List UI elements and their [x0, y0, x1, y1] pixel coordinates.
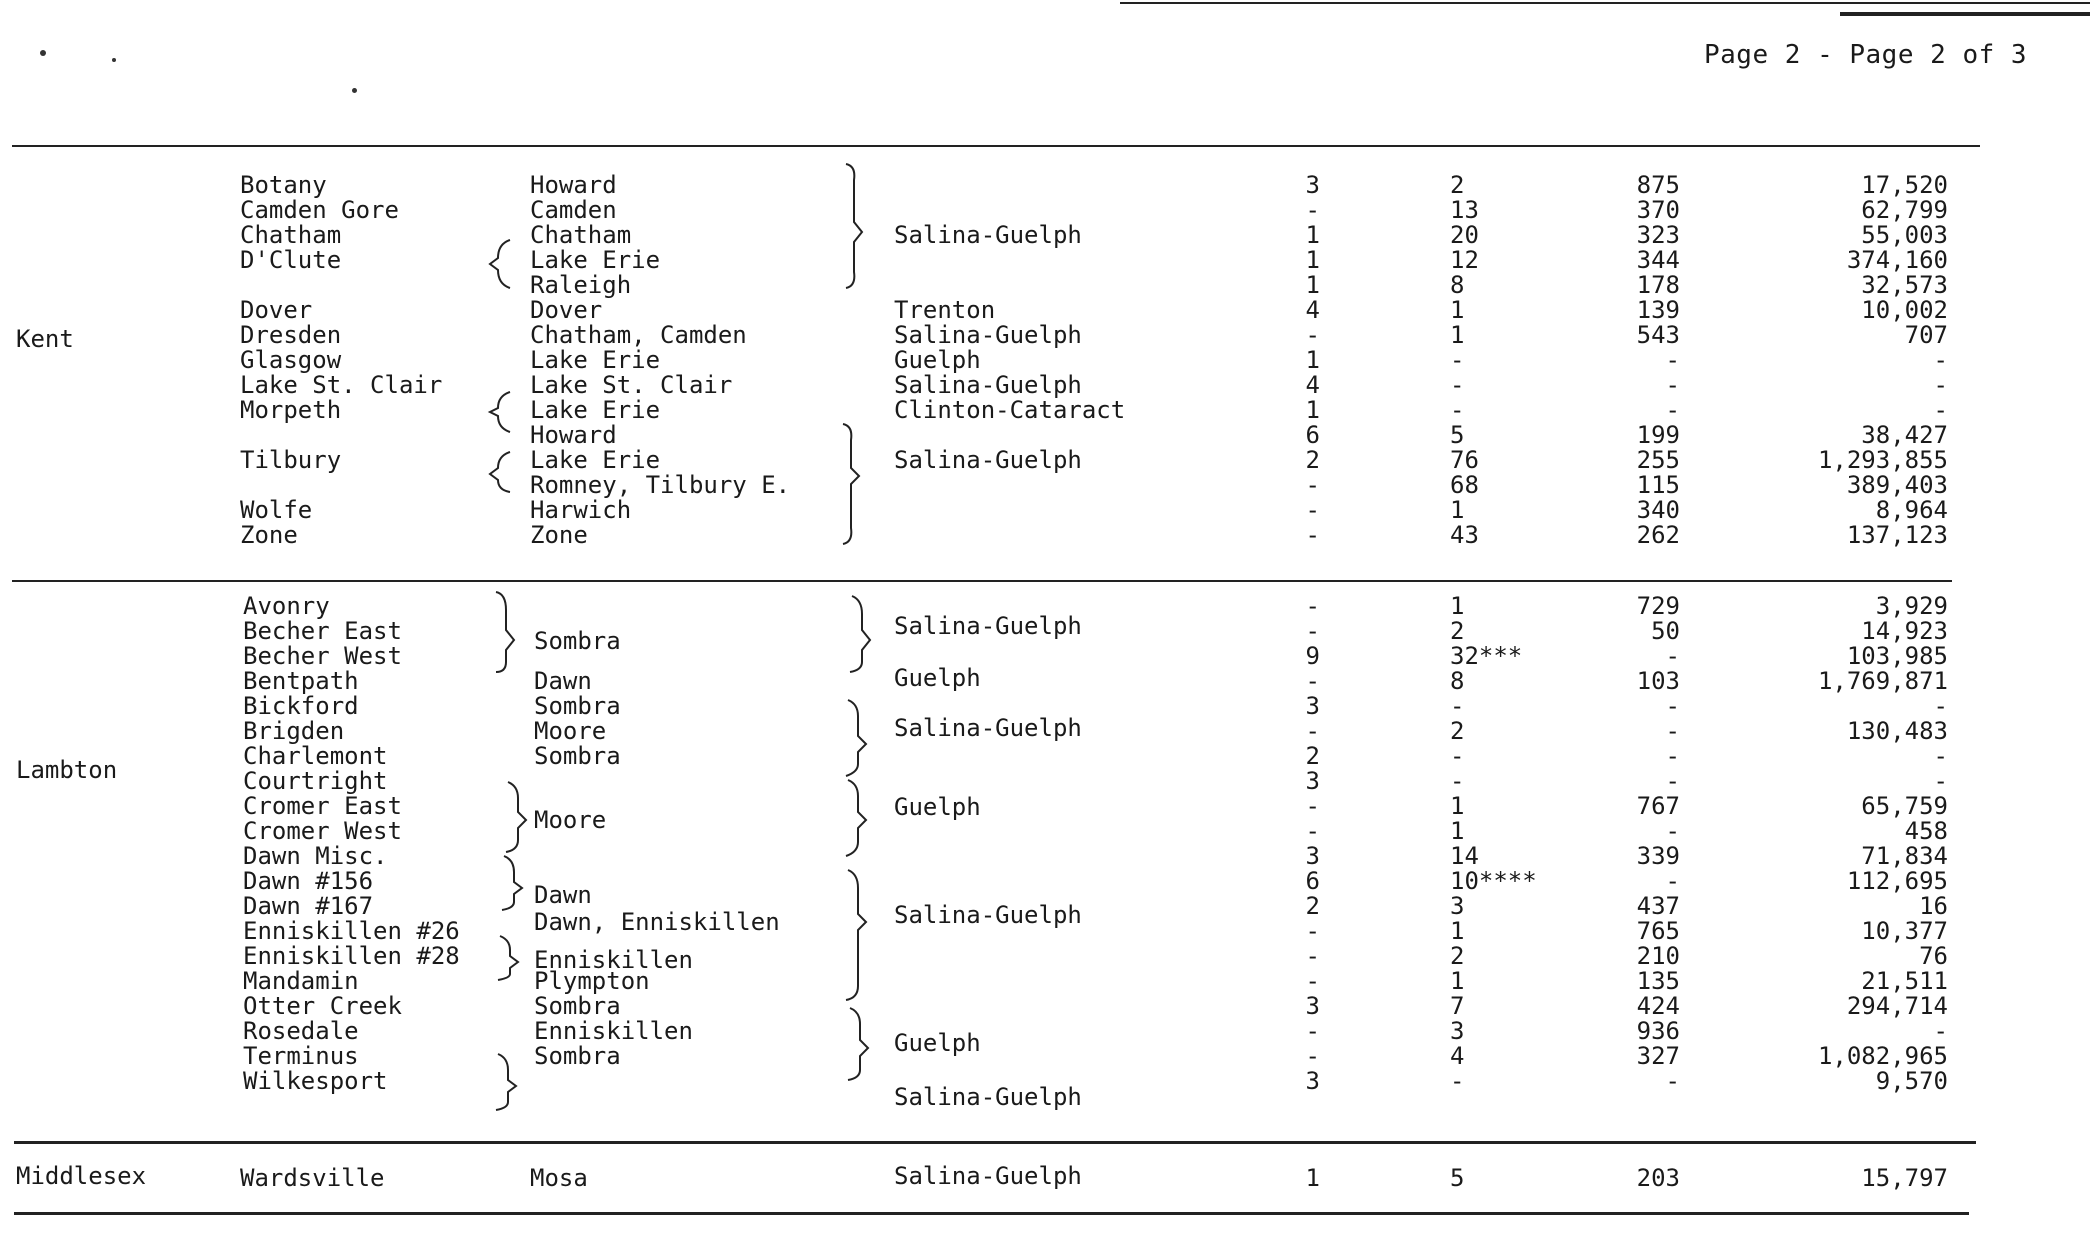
cumulative-production: -	[1933, 692, 1948, 720]
township-name: Romney, Tilbury E.	[530, 471, 791, 499]
township-name: Enniskillen	[534, 1017, 693, 1045]
pressure-value: 327	[1636, 1042, 1680, 1070]
cumulative-production: 389,403	[1846, 471, 1948, 499]
township-name: Sombra	[534, 627, 621, 655]
pressure-value: 103	[1636, 667, 1680, 695]
pools-count: 1	[1450, 496, 1465, 524]
pressure-value: -	[1665, 817, 1680, 845]
pool-name: Bentpath	[243, 667, 359, 695]
wells-count: -	[1305, 592, 1320, 620]
township-name: Dawn	[534, 881, 592, 909]
pressure-value: 210	[1636, 942, 1680, 970]
cumulative-production: 1,082,965	[1817, 1042, 1948, 1070]
wells-count: -	[1305, 1042, 1320, 1070]
pool-name: Dover	[240, 296, 313, 324]
township-name: Zone	[530, 521, 588, 549]
pool-name: Rosedale	[243, 1017, 359, 1045]
pool-name: Lake St. Clair	[240, 371, 443, 399]
wells-count: 6	[1305, 867, 1320, 895]
wells-count: 3	[1305, 767, 1320, 795]
pools-count: 2	[1450, 171, 1465, 199]
pools-count: 5	[1450, 1164, 1465, 1192]
wells-count: 2	[1305, 892, 1320, 920]
pressure-value: 255	[1636, 446, 1680, 474]
wells-count: 2	[1305, 446, 1320, 474]
pools-count: 12	[1450, 246, 1479, 274]
cumulative-production: 3,929	[1875, 592, 1948, 620]
township-name: Lake Erie	[530, 446, 661, 474]
cumulative-production: 32,573	[1861, 271, 1948, 299]
wells-count: 6	[1305, 421, 1320, 449]
pressure-value: -	[1665, 642, 1680, 670]
wells-count: 4	[1305, 296, 1320, 324]
wells-count: -	[1305, 792, 1320, 820]
pressure-value: -	[1665, 692, 1680, 720]
pool-name: Glasgow	[240, 346, 342, 374]
pool-name: Otter Creek	[243, 992, 402, 1020]
pressure-value: 543	[1636, 321, 1680, 349]
formation-name: Salina-Guelph	[894, 1162, 1082, 1190]
pools-count: 13	[1450, 196, 1479, 224]
pool-name: Mandamin	[243, 967, 359, 995]
pool-name: Botany	[240, 171, 327, 199]
pressure-value: 729	[1636, 592, 1680, 620]
cumulative-production: 55,003	[1861, 221, 1948, 249]
wells-count: -	[1305, 321, 1320, 349]
formation-name: Guelph	[894, 793, 981, 821]
pool-name: Cromer West	[243, 817, 402, 845]
pressure-value: 199	[1636, 421, 1680, 449]
wells-count: 3	[1305, 171, 1320, 199]
township-name: Raleigh	[530, 271, 632, 299]
township-name: Moore	[534, 806, 607, 834]
township-name: Plympton	[534, 967, 650, 995]
pools-count: 20	[1450, 221, 1479, 249]
formation-name: Salina-Guelph	[894, 901, 1082, 929]
cumulative-production: 15,797	[1861, 1164, 1948, 1192]
cumulative-production: 1,769,871	[1817, 667, 1948, 695]
pool-name: Bickford	[243, 692, 359, 720]
pool-name: Brigden	[243, 717, 345, 745]
wells-count: -	[1305, 942, 1320, 970]
wells-count: -	[1305, 717, 1320, 745]
pressure-value: 135	[1636, 967, 1680, 995]
pressure-value: 50	[1651, 617, 1680, 645]
pressure-value: -	[1665, 396, 1680, 424]
formation-name: Guelph	[894, 346, 981, 374]
pressure-value: 203	[1636, 1164, 1680, 1192]
pool-name: Becher West	[243, 642, 402, 670]
wells-count: -	[1305, 617, 1320, 645]
pools-count: 1	[1450, 967, 1465, 995]
pool-name: Enniskillen #28	[243, 942, 460, 970]
township-name: Sombra	[534, 692, 621, 720]
formation-name: Guelph	[894, 1029, 981, 1057]
wells-count: 1	[1305, 271, 1320, 299]
pool-name: Wilkesport	[243, 1067, 388, 1095]
wells-count: 9	[1305, 642, 1320, 670]
township-name: Howard	[530, 421, 617, 449]
wells-count: 3	[1305, 842, 1320, 870]
pool-name: Charlemont	[243, 742, 388, 770]
cumulative-production: 62,799	[1861, 196, 1948, 224]
cumulative-production: 16	[1919, 892, 1948, 920]
pressure-value: 370	[1636, 196, 1680, 224]
pool-name: Dawn Misc.	[243, 842, 388, 870]
township-name: Dover	[530, 296, 603, 324]
pressure-value: 178	[1636, 271, 1680, 299]
wells-count: 2	[1305, 742, 1320, 770]
county-label: Kent	[16, 325, 74, 353]
pressure-value: 344	[1636, 246, 1680, 274]
pool-name: Becher East	[243, 617, 402, 645]
formation-name: Clinton-Cataract	[894, 396, 1126, 424]
pool-name: Avonry	[243, 592, 330, 620]
cumulative-production: -	[1933, 346, 1948, 374]
pressure-value: 875	[1636, 171, 1680, 199]
pool-name: Dawn #156	[243, 867, 374, 895]
cumulative-production: 10,002	[1861, 296, 1948, 324]
wells-count: -	[1305, 521, 1320, 549]
pools-count: 7	[1450, 992, 1465, 1020]
pools-count: 3	[1450, 892, 1465, 920]
cumulative-production: 10,377	[1861, 917, 1948, 945]
pool-name: Morpeth	[240, 396, 342, 424]
cumulative-production: -	[1933, 1017, 1948, 1045]
pressure-value: -	[1665, 1067, 1680, 1095]
pressure-value: 262	[1636, 521, 1680, 549]
wells-count: -	[1305, 817, 1320, 845]
pressure-value: -	[1665, 346, 1680, 374]
formation-name: Salina-Guelph	[894, 221, 1082, 249]
pools-count: -	[1450, 371, 1465, 399]
cumulative-production: 130,483	[1846, 717, 1948, 745]
pool-name: Dawn #167	[243, 892, 374, 920]
cumulative-production: 38,427	[1861, 421, 1948, 449]
pools-count: 76	[1450, 446, 1479, 474]
pools-count: -	[1450, 767, 1465, 795]
township-name: Moore	[534, 717, 607, 745]
township-name: Lake Erie	[530, 396, 661, 424]
cumulative-production: 76	[1919, 942, 1948, 970]
pool-name: Courtright	[243, 767, 388, 795]
pool-name: Dresden	[240, 321, 342, 349]
county-label: Middlesex	[16, 1162, 147, 1190]
wells-count: 1	[1305, 396, 1320, 424]
wells-count: -	[1305, 1017, 1320, 1045]
pool-name: Camden Gore	[240, 196, 399, 224]
township-name: Howard	[530, 171, 617, 199]
pools-count: 68	[1450, 471, 1479, 499]
township-name: Lake Erie	[530, 246, 661, 274]
pressure-value: 437	[1636, 892, 1680, 920]
township-name: Sombra	[534, 992, 621, 1020]
pools-count: 3	[1450, 1017, 1465, 1045]
page-number-label: Page 2 - Page 2 of 3	[1704, 40, 2028, 70]
pool-name: Chatham	[240, 221, 342, 249]
wells-count: 1	[1305, 246, 1320, 274]
pressure-value: 767	[1636, 792, 1680, 820]
pools-count: 10****	[1450, 867, 1537, 895]
cumulative-production: 71,834	[1861, 842, 1948, 870]
pools-count: -	[1450, 346, 1465, 374]
pools-count: 2	[1450, 717, 1465, 745]
formation-name: Salina-Guelph	[894, 1083, 1082, 1111]
pools-count: 4	[1450, 1042, 1465, 1070]
cumulative-production: -	[1933, 742, 1948, 770]
wells-count: 4	[1305, 371, 1320, 399]
formation-name: Salina-Guelph	[894, 612, 1082, 640]
township-name: Chatham	[530, 221, 632, 249]
pool-name: Wolfe	[240, 496, 313, 524]
pressure-value: 424	[1636, 992, 1680, 1020]
formation-name: Salina-Guelph	[894, 321, 1082, 349]
pressure-value: -	[1665, 742, 1680, 770]
pressure-value: 115	[1636, 471, 1680, 499]
cumulative-production: 458	[1904, 817, 1948, 845]
cumulative-production: -	[1933, 396, 1948, 424]
pressure-value: 936	[1636, 1017, 1680, 1045]
pressure-value: 323	[1636, 221, 1680, 249]
pools-count: 14	[1450, 842, 1479, 870]
county-label: Lambton	[16, 756, 118, 784]
pools-count: -	[1450, 742, 1465, 770]
township-name: Dawn	[534, 667, 592, 695]
pool-name: D'Clute	[240, 246, 342, 274]
pools-count: 8	[1450, 271, 1465, 299]
pressure-value: -	[1665, 867, 1680, 895]
township-name: Mosa	[530, 1164, 588, 1192]
pressure-value: 765	[1636, 917, 1680, 945]
township-name: Chatham, Camden	[530, 321, 747, 349]
township-name: Enniskillen	[534, 946, 693, 974]
cumulative-production: 707	[1904, 321, 1948, 349]
wells-count: 3	[1305, 992, 1320, 1020]
pool-name: Enniskillen #26	[243, 917, 460, 945]
township-name: Harwich	[530, 496, 632, 524]
formation-name: Salina-Guelph	[894, 371, 1082, 399]
wells-count: 3	[1305, 692, 1320, 720]
formation-name: Salina-Guelph	[894, 714, 1082, 742]
wells-count: 1	[1305, 221, 1320, 249]
cumulative-production: 294,714	[1846, 992, 1948, 1020]
cumulative-production: -	[1933, 767, 1948, 795]
pools-count: -	[1450, 396, 1465, 424]
cumulative-production: 374,160	[1846, 246, 1948, 274]
township-name: Dawn, Enniskillen	[534, 908, 780, 936]
pool-name: Cromer East	[243, 792, 402, 820]
pools-count: -	[1450, 692, 1465, 720]
township-name: Lake St. Clair	[530, 371, 733, 399]
cumulative-production: 8,964	[1875, 496, 1948, 524]
cumulative-production: 17,520	[1861, 171, 1948, 199]
pools-count: 1	[1450, 592, 1465, 620]
wells-count: -	[1305, 471, 1320, 499]
pools-count: -	[1450, 1067, 1465, 1095]
pools-count: 1	[1450, 792, 1465, 820]
wells-count: 1	[1305, 1164, 1320, 1192]
pools-count: 5	[1450, 421, 1465, 449]
pool-name: Zone	[240, 521, 298, 549]
pool-name: Wardsville	[240, 1164, 385, 1192]
township-name: Sombra	[534, 742, 621, 770]
pools-count: 1	[1450, 321, 1465, 349]
pools-count: 1	[1450, 917, 1465, 945]
wells-count: 3	[1305, 1067, 1320, 1095]
pools-count: 2	[1450, 942, 1465, 970]
wells-count: -	[1305, 196, 1320, 224]
pools-count: 8	[1450, 667, 1465, 695]
pool-name: Terminus	[243, 1042, 359, 1070]
cumulative-production: 21,511	[1861, 967, 1948, 995]
pools-count: 32***	[1450, 642, 1523, 670]
pressure-value: -	[1665, 767, 1680, 795]
cumulative-production: 1,293,855	[1817, 446, 1948, 474]
pressure-value: -	[1665, 717, 1680, 745]
pressure-value: 340	[1636, 496, 1680, 524]
pools-count: 1	[1450, 296, 1465, 324]
cumulative-production: 137,123	[1846, 521, 1948, 549]
pool-name: Tilbury	[240, 446, 342, 474]
wells-count: -	[1305, 667, 1320, 695]
formation-name: Trenton	[894, 296, 996, 324]
cumulative-production: 65,759	[1861, 792, 1948, 820]
pools-count: 43	[1450, 521, 1479, 549]
cumulative-production: 103,985	[1846, 642, 1948, 670]
cumulative-production: 9,570	[1875, 1067, 1948, 1095]
formation-name: Salina-Guelph	[894, 446, 1082, 474]
pools-count: 2	[1450, 617, 1465, 645]
township-name: Lake Erie	[530, 346, 661, 374]
formation-name: Guelph	[894, 664, 981, 692]
wells-count: -	[1305, 967, 1320, 995]
pools-count: 1	[1450, 817, 1465, 845]
township-name: Sombra	[534, 1042, 621, 1070]
pressure-value: 339	[1636, 842, 1680, 870]
township-name: Camden	[530, 196, 617, 224]
wells-count: -	[1305, 917, 1320, 945]
wells-count: -	[1305, 496, 1320, 524]
cumulative-production: 14,923	[1861, 617, 1948, 645]
pressure-value: 139	[1636, 296, 1680, 324]
wells-count: 1	[1305, 346, 1320, 374]
cumulative-production: 112,695	[1846, 867, 1948, 895]
cumulative-production: -	[1933, 371, 1948, 399]
pressure-value: -	[1665, 371, 1680, 399]
